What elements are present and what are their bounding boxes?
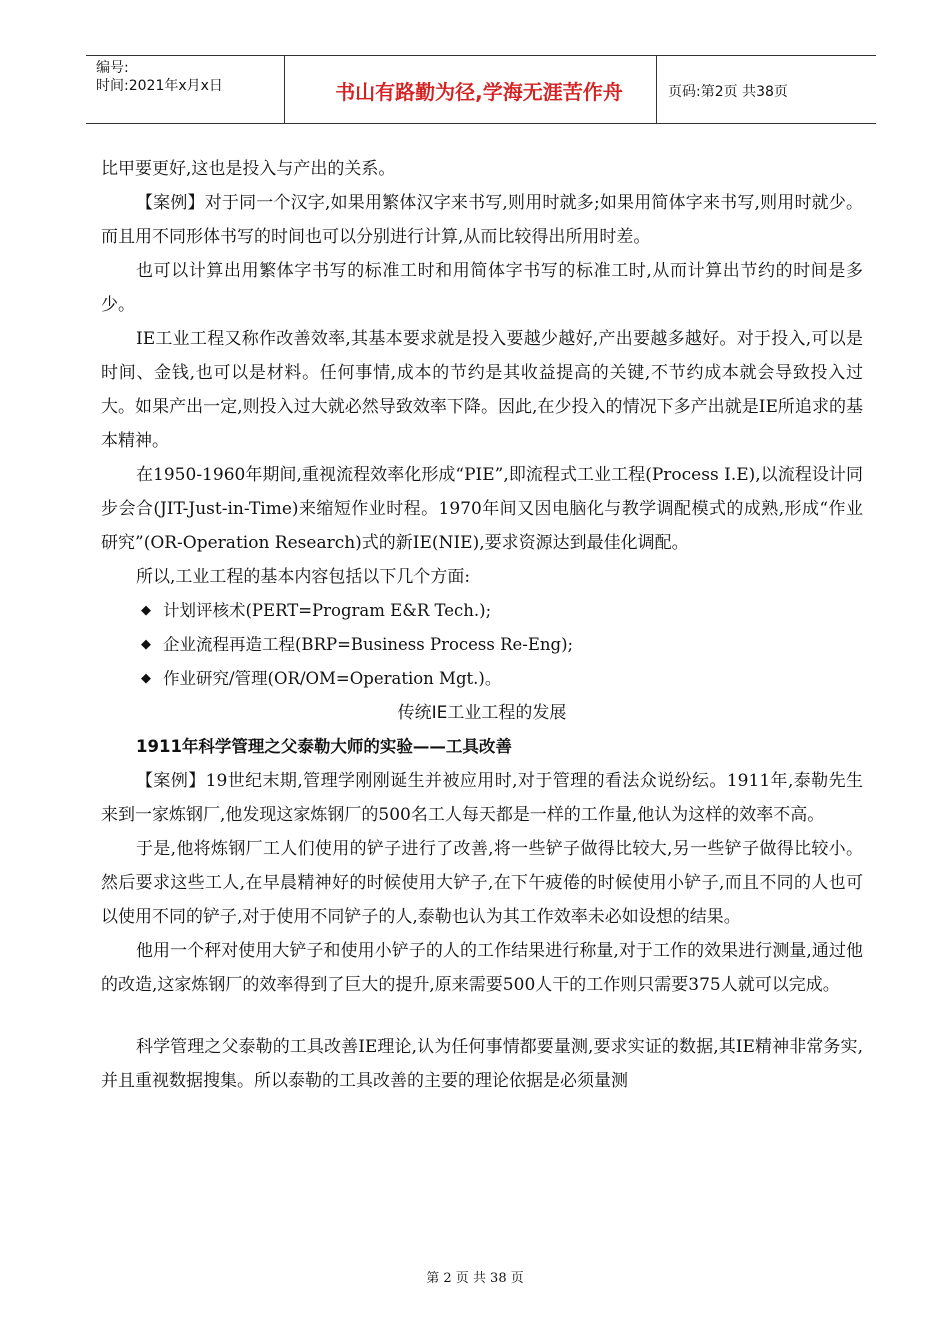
paragraph: 他用一个秤对使用大铲子和使用小铲子的人的工作结果进行称量,对于工作的效果进行测量,通过他的改造,这家炼钢厂的效率得到了巨大的提升,原来需要500人干的工作则只需要375人就可以完成。 [101, 941, 863, 995]
header-motto: 书山有路勤为径,学海无涯苦作舟 [335, 80, 623, 104]
list-item [101, 628, 863, 662]
document-number-label: 编号: [96, 60, 129, 76]
subsection-heading: 1911年科学管理之父泰勒大师的实验——工具改善 [136, 737, 512, 756]
diamond-bullet-icon: ◆ [141, 671, 151, 686]
paragraph: 比甲要更好,这也是投入与产出的关系。 [101, 159, 396, 179]
page-header [86, 55, 876, 124]
paragraph: 科学管理之父泰勒的工具改善IE理论,认为任何事情都要量测,要求实证的数据,其IE精神非常务实,并且重视数据搜集。所以泰勒的工具改善的主要的理论依据是必须量测 [101, 1037, 863, 1091]
diamond-bullet-icon: ◆ [141, 637, 151, 652]
list-item-text: 企业流程再造工程(BRP=Business Process Re-Eng); [163, 635, 574, 654]
case-text: 19世纪末期,管理学刚刚诞生并被应用时,对于管理的看法众说纷纭。1911年,泰勒先生来到一家炼钢厂,他发现这家炼钢厂的500名工人每天都是一样的工作量,他认为这样的效率不高。 [101, 771, 864, 825]
paragraph: 于是,他将炼钢厂工人们使用的铲子进行了改善,将一些铲子做得比较大,另一些铲子做得比较小。然后要求这些工人,在早晨精神好的时候使用大铲子,在下午疲倦的时候使用小铲子,而且不同的人也可以使用不同的铲子,对于使用不同铲子的人,泰勒也认为其工作效率未必如设想的结果。 [101, 839, 863, 927]
list-item-text: 作业研究/管理(OR/OM=Operation Mgt.)。 [163, 669, 502, 688]
case-text: 对于同一个汉字,如果用繁体汉字来书写,则用时就多;如果用简体字来书写,则用时就少。而且用不同形体书写的时间也可以分别进行计算,从而比较得出所用时差。 [101, 193, 864, 247]
paragraph: IE工业工程又称作改善效率,其基本要求就是投入要越少越好,产出要越多越好。对于投入,可以是时间、金钱,也可以是材料。任何事情,成本的节约是其收益提高的关键,不节约成本就会导致投入过大。如果产出一定,则投入过大就必然导致效率下降。因此,在少投入的情况下多产出就是IE所追求的基本精神。 [101, 329, 863, 451]
header-meta [96, 59, 286, 95]
page-footer: 第 2 页 共 38 页 [426, 1271, 524, 1286]
header-divider [284, 56, 285, 123]
diamond-bullet-icon: ◆ [141, 603, 151, 618]
case-paragraph [101, 186, 863, 254]
paragraph: 也可以计算出用繁体字书写的标准工时和用简体字书写的标准工时,从而计算出节约的时间是多少。 [101, 261, 863, 315]
case-tag: 【案例】 [136, 193, 205, 213]
header-page-info: 页码:第2页 共38页 [668, 84, 788, 100]
list-item [101, 594, 863, 628]
case-paragraph [101, 764, 863, 832]
section-heading: 传统IE工业工程的发展 [397, 703, 567, 723]
document-time: 时间:2021年x月x日 [96, 78, 223, 94]
paragraph: 所以,工业工程的基本内容包括以下几个方面: [136, 567, 471, 587]
header-divider [656, 56, 657, 123]
case-tag: 【案例】 [136, 771, 206, 791]
paragraph: 在1950-1960年期间,重视流程效率化形成“PIE”,即流程式工业工程(Process I.E),以流程设计同步会合(JIT-Just-in-Time)来缩短作业时程。1970年间又因电脑化与教学调配模式的成熟,形成“作业研究”(OR-Operation Research)式的新IE(NIE),要求资源达到最佳化调配。 [101, 465, 863, 553]
list-item-text: 计划评核术(PERT=Program E&R Tech.); [163, 601, 492, 620]
document-body [101, 152, 863, 1098]
paragraph-gap [101, 1002, 863, 1030]
list-item [101, 662, 863, 696]
